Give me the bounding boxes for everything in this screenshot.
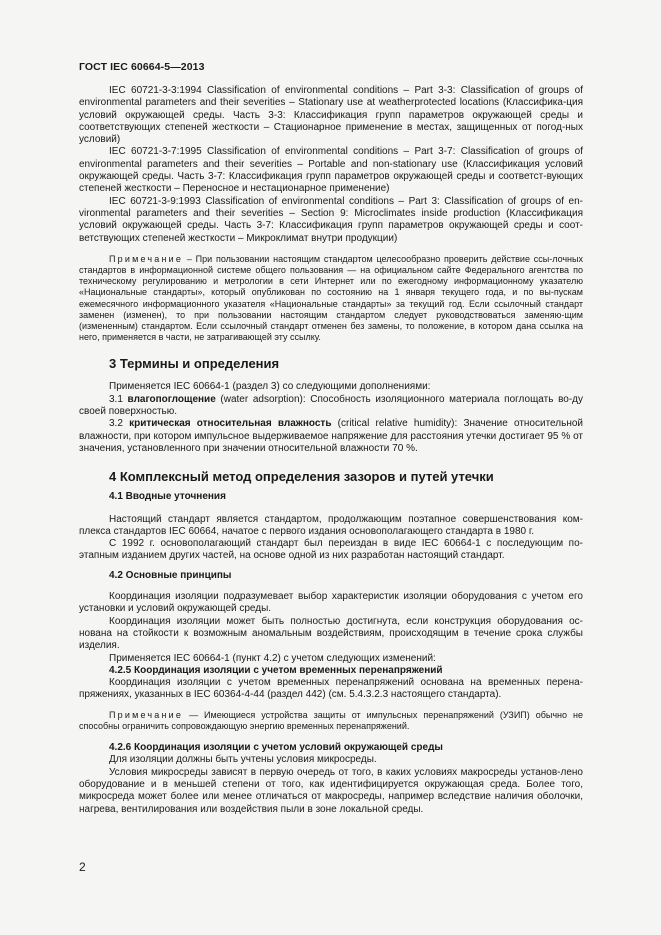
section-4-1-title: 4.1 Вводные уточнения [109,491,226,503]
term-number: 3.1 [109,393,128,405]
section-3-title: 3 Термины и определения [109,356,280,372]
section-4-2-6-title: 4.2.6 Координация изоляции с учетом условий окружающей среды [109,742,443,754]
term-name: влагопоглощение [127,393,216,405]
term-number: 3.2 [109,418,130,430]
section-4-2-title: 4.2 Основные принципы [109,569,232,581]
reference-1: IEC 60721-3-3:1994 Classification of environmental conditions – Part 3-3: Classification of groups of environmental parameters and their severities – Stationary use at weatherprotected locations (Классифика-ция условий окружающей среды. Часть 3-3: Классификация групп параметров окружающей среды и соответствующих степеней жесткости – Стационарное применение в местах, защищенных от погод-ных условий) [79,85,583,146]
section-4-2-para-3: Применяется IEC 60664-1 (пункт 4.2) с учетом следующих изменений: [109,652,436,664]
note-label: Примечание [109,709,184,720]
section-4-1-para-2: С 1992 г. основополагающий стандарт был переиздан в виде IEC 60664-1 с последующим по-этапным изданием других частей, на основе одной из них разработан настоящий стандарт. [79,538,583,562]
page-content [79,85,583,816]
term-3-1 [79,394,583,419]
term-name: критическая относительная влажность [129,418,332,430]
section-4-2-para-2: Координация изоляции может быть полностью достигнута, если конструкция оборудования ос-нована на стойкости к возможным аномальным воздействиям, происходящим в течение срока службы изделия. [79,615,583,652]
note-overvoltage [79,710,583,732]
section-4-2-5-para-1: Координация изоляции с учетом временных перенапряжений основана на временных перена-пряжениях, указанных в IEC 60364-4-44 (раздел 442) (см. 5.4.3.2.3 настоящего стандарта). [79,677,583,701]
document-header: ГОСТ IEC 60664-5—2013 [79,61,205,73]
term-3-2 [79,418,583,455]
page-number: 2 [79,860,86,874]
section-4-title: 4 Комплексный метод определения зазоров и путей утечки [109,469,494,485]
section-4-2-para-1: Координация изоляции подразумевает выбор характеристик изоляции оборудования с учетом его установки и условий окружающей среды. [79,591,583,615]
note-text: – При пользовании настоящим стандартом целесообразно проверить действие ссы-лочных стандартов в информационной системе общего пользования — на официальном сайте Федерального агентства по техническому регулированию и метрологии в сети Интернет или по ежегодному информационному указателю «Национальные стандарты», который опубликован по состоянию на 1 января текущего года, и по вы-пускам ежемесячного информационного указателя «Национальные стандарты» за текущий год. Если ссылочный стандарт заменен (изменен), то при пользовании настоящим стандартом следует руководствоваться заменяю-щим (измененным) стандартом. Если ссылочный стандарт отменен без замены, то положение, в котором дана ссылка на него, применяется в части, не затрагивающей эту ссылку. [79,253,583,343]
note-references [79,254,583,344]
note-label: Примечание [109,253,184,264]
term-definition: (critical relative humidity): Значение относительной влажности, при котором импульсное выдерживаемое напряжение для расстояния утечки достигает 95 % от значения, установленного при значении относительной влажности 70 %. [79,418,583,454]
section-3-intro: Применяется IEC 60664-1 (раздел 3) со следующими дополнениями: [109,381,431,393]
term-definition: (water adsorption): Способность изоляционного материала поглощать во-ду своей поверхностью. [79,393,583,418]
section-4-2-5-title: 4.2.5 Координация изоляции с учетом временных перенапряжений [109,664,443,676]
reference-2: IEC 60721-3-7:1995 Classification of environmental conditions – Part 3-7: Classification of groups of environmental parameters and their severities – Portable and non-stationary use (Классификация условий окружающей среды. Часть 3-7: Классификация групп параметров окружающей среды и соответст-вующих степеней жесткости – Переносное и нестационарное применение) [79,146,583,195]
note-text: — Имеющиеся устройства защиты от импульсных перенапряжений (УЗИП) обычно не способны ограничить сопровождающую энергию временных перенапряжений. [79,709,583,731]
reference-3: IEC 60721-3-9:1993 Classification of environmental conditions – Part 3: Classification of groups of en-vironmental parameters and their severities – Section 9: Microclimates inside production (Классификация условий окружающей среды. Часть 3-7: Классификация групп параметров окружающей среды и соот-ветствующих степеней жесткости – Микроклимат внутри продукции) [79,195,583,244]
section-4-2-6-para-1: Для изоляции должны быть учтены условия микросреды. [109,754,377,766]
section-4-1-para-1: Настоящий стандарт является стандартом, продолжающим поэтапное совершенствования ком-плекса стандартов IEC 60664, начатое с первого издания основополагающего стандарта в 1980 г. [79,513,583,537]
section-4-2-6-para-2: Условия микросреды зависят в первую очередь от того, в каких условиях макросреды установ-лено оборудование и в меньшей степени от того, как идентифицируется окружающая среда. Более того, микросреда может более или менее отличаться от макросреды, например вследствие наличия оболочки, нагрева, вентилирования или воздействия пыли в зоне локальной среды. [79,766,583,815]
